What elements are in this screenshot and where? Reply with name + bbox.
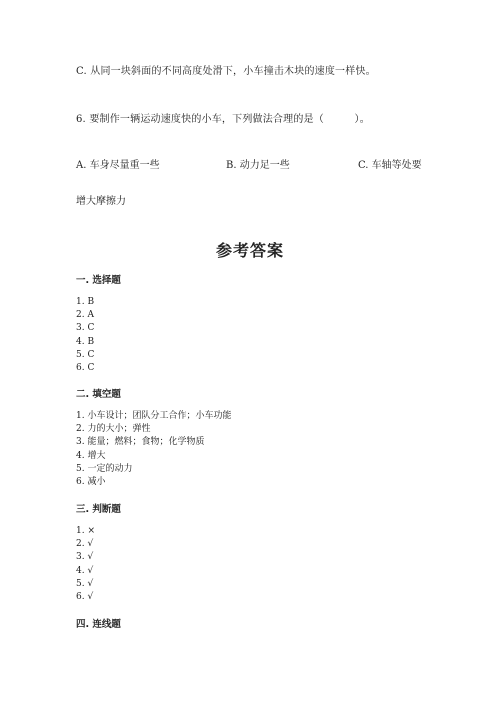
list-item: 1. 小车设计；团队分工合作；小车功能: [76, 411, 232, 421]
list-item: 2. A: [76, 310, 94, 321]
list-item: 4. B: [76, 336, 95, 347]
list-item: 2. 力的大小；弹性: [76, 424, 151, 435]
list-item: 4. 增大: [76, 450, 106, 461]
list-item: 1. B: [76, 297, 95, 307]
answer-list-fill: [76, 410, 231, 489]
list-item: 6. C: [76, 363, 95, 374]
section-heading-fill: 二. 填空题: [76, 389, 121, 400]
list-item: 2. √: [76, 539, 94, 550]
answer-list-choice: [76, 296, 94, 375]
list-item: 3. C: [76, 323, 95, 334]
list-item: 1. ×: [76, 526, 95, 536]
list-item: 5. √: [76, 578, 94, 589]
section-heading-judge: 三. 判断题: [76, 504, 121, 515]
answers-title: 参考答案: [215, 241, 284, 260]
question-6-option-c-line2: 增大摩擦力: [76, 196, 126, 207]
list-item: 5. 一定的动力: [76, 463, 133, 474]
question-6-option-b: B. 动力足一些: [226, 160, 290, 171]
list-item: 4. √: [76, 565, 94, 576]
question-6-option-a: A. 车身尽量重一些: [76, 160, 160, 171]
question-c-option: C. 从同一块斜面的不同高度处滑下，小车撞击木块的速度一样快。: [76, 66, 376, 77]
section-heading-connect: 四. 连线题: [76, 619, 121, 630]
list-item: 3. 能量；燃料；食物；化学物质: [76, 437, 205, 448]
answer-list-judge: [76, 525, 95, 604]
list-item: 5. C: [76, 349, 95, 360]
list-item: 6. √: [76, 592, 94, 603]
question-6-text: 6. 要制作一辆运动速度快的小车，下列做法合理的是（ ）。: [76, 114, 370, 125]
section-heading-choice: 一. 选择题: [76, 275, 121, 286]
list-item: 6. 减小: [76, 477, 106, 488]
list-item: 3. √: [76, 552, 94, 563]
question-6-option-c-line1: C. 车轴等处要: [358, 160, 422, 171]
